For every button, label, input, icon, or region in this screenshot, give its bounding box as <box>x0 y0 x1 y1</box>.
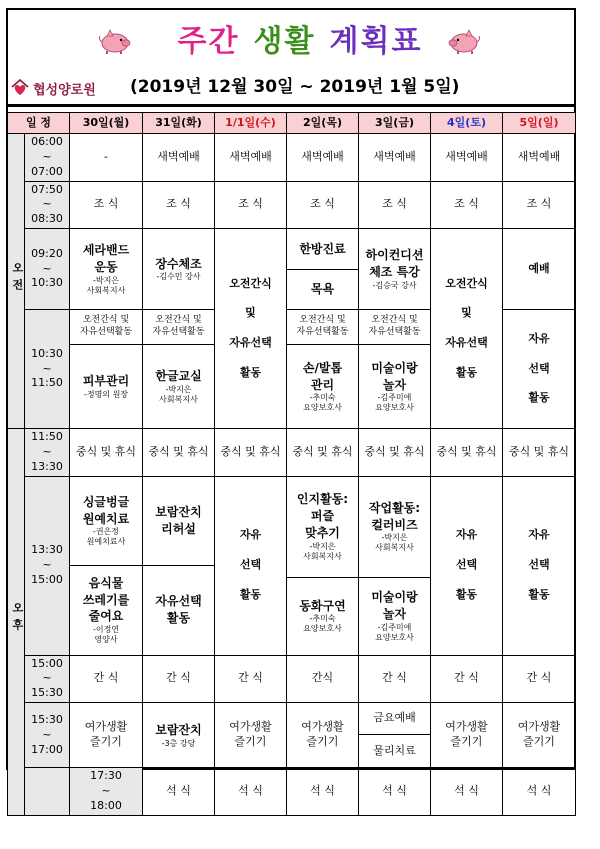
cell: 조 식 <box>287 181 359 229</box>
time-cell: 09:20 ~ 10:30 <box>25 229 70 310</box>
cell: 세라밴드 운동 -박지은 사회복지사 <box>70 229 143 310</box>
day-header-fri: 3일(금) <box>359 113 431 134</box>
cell: 싱글벙글 원예치료 -권은정 원예치료사 음식물 쓰레기를 줄여요 -이정연 영양사 <box>70 476 143 655</box>
table-row <box>8 181 576 229</box>
day-header-mon: 30일(월) <box>70 113 143 134</box>
period-am: 오전 <box>8 134 25 429</box>
period-pm: 오후 <box>8 429 25 816</box>
cell: 보람잔치 -3층 강당 <box>143 703 215 768</box>
cell: 중식 및 휴식 <box>70 429 143 477</box>
table-row <box>8 429 576 477</box>
table-row <box>8 229 576 310</box>
day-header-thu: 2일(목) <box>287 113 359 134</box>
cell: 오전간식 및 자유선택 활동 <box>215 229 287 429</box>
cell: 여가생활 즐기기 <box>70 703 143 768</box>
table-row <box>8 476 576 655</box>
cell: 장수체조 -김수민 강사 <box>143 229 215 310</box>
heart-house-icon <box>10 79 30 97</box>
cell: 중식 및 휴식 <box>287 429 359 477</box>
day-header-tue: 31일(화) <box>143 113 215 134</box>
cell: 중식 및 휴식 <box>431 429 503 477</box>
cell: 새벽예배 <box>359 134 431 182</box>
cell: 인지활동: 퍼즐 맞추기 -박지은 사회복지사 동화구연 -추미숙 요양보호사 <box>287 476 359 655</box>
cell: 여가생활 즐기기 <box>215 703 287 768</box>
cell: 새벽예배 <box>143 134 215 182</box>
cell: 오전간식 및 자유선택활동 손/발톱 관리 -추미숙 요양보호사 <box>287 310 359 429</box>
cell: 보람잔치 리허설 자유선택 활동 <box>143 476 215 655</box>
cell: 새벽예배 <box>215 134 287 182</box>
time-cell: 06:00 ~ 07:00 <box>25 134 70 182</box>
time-cell: 15:00 ~ 15:30 <box>25 655 70 703</box>
cell: 한방진료 목욕 <box>287 229 359 310</box>
cell: 석 식 <box>287 768 359 816</box>
schedule-header: 일 정 <box>8 113 70 134</box>
cell: 간 식 <box>503 655 576 703</box>
cell: 작업활동: 컬러비즈 -박지은 사회복지사 미술이랑 놀자 -김주미애 요양보호사 <box>359 476 431 655</box>
cell: 하이컨디션 체조 특강 -김승국 강사 <box>359 229 431 310</box>
cell: 조 식 <box>143 181 215 229</box>
title-word-1: 주간 <box>177 24 240 59</box>
cell: 자유 선택 활동 <box>503 476 576 655</box>
cell: 예배 <box>503 229 576 310</box>
cell: 오전간식 및 자유선택활동 한글교실 -박지은 사회복지사 <box>143 310 215 429</box>
cell: 자유 선택 활동 <box>215 476 287 655</box>
time-cell: 17:30 ~ 18:00 <box>70 768 143 816</box>
cell: 간식 <box>287 655 359 703</box>
table-row <box>8 134 576 182</box>
time-cell: 15:30 ~ 17:00 <box>25 703 70 768</box>
cell: 조 식 <box>431 181 503 229</box>
facility-logo <box>10 78 96 98</box>
time-cell: 10:30 ~ 11:50 <box>25 310 70 429</box>
cell: 여가생활 즐기기 <box>503 703 576 768</box>
day-header-sat: 4일(토) <box>431 113 503 134</box>
day-header-wed: 1/1일(수) <box>215 113 287 134</box>
cell: 새벽예배 <box>503 134 576 182</box>
cell: 조 식 <box>215 181 287 229</box>
schedule-period: (2019년 12월 30일 ~ 2019년 1월 5일) <box>130 77 460 97</box>
cell: 석 식 <box>359 768 431 816</box>
cell: 금요예배 물리치료 <box>359 703 431 768</box>
cell: 간 식 <box>359 655 431 703</box>
cell: 석 식 <box>431 768 503 816</box>
time-cell: 13:30 ~ 15:00 <box>25 476 70 655</box>
cell: 간 식 <box>215 655 287 703</box>
cell: 오전간식 및 자유선택활동 피부관리 -정명의 원장 <box>70 310 143 429</box>
divider <box>8 104 574 107</box>
day-header-sun: 5일(일) <box>503 113 576 134</box>
cell: 석 식 <box>503 768 576 816</box>
table-row <box>8 655 576 703</box>
cell: 조 식 <box>70 181 143 229</box>
page-title <box>0 16 600 60</box>
cell: 석 식 <box>215 768 287 816</box>
cell: 새벽예배 <box>287 134 359 182</box>
cell: 석 식 <box>143 768 215 816</box>
cell: 오전간식 및 자유선택활동 미술이랑 놀자 -김주미애 요양보호사 <box>359 310 431 429</box>
cell: 중식 및 휴식 <box>359 429 431 477</box>
cell: 중식 및 휴식 <box>143 429 215 477</box>
cell: 조 식 <box>503 181 576 229</box>
cell: 여가생활 즐기기 <box>287 703 359 768</box>
cell: 자유 선택 활동 <box>431 476 503 655</box>
cell: 중식 및 휴식 <box>503 429 576 477</box>
title-word-2: 생활 <box>253 24 316 59</box>
cell: 간 식 <box>70 655 143 703</box>
time-cell: 11:50 ~ 13:30 <box>25 429 70 477</box>
cell: 조 식 <box>359 181 431 229</box>
cell: 여가생활 즐기기 <box>431 703 503 768</box>
cell: - <box>70 134 143 182</box>
facility-name: 협성양로원 <box>33 82 96 98</box>
cell: 간 식 <box>431 655 503 703</box>
cell: 중식 및 휴식 <box>215 429 287 477</box>
cell: 오전간식 및 자유선택 활동 <box>431 229 503 429</box>
cell: 자유 선택 활동 <box>503 310 576 429</box>
table-row <box>8 768 576 816</box>
period-blank <box>25 768 70 816</box>
table-row <box>8 703 576 768</box>
header-row <box>8 113 576 134</box>
cell: 새벽예배 <box>431 134 503 182</box>
weekly-schedule-table <box>7 112 576 816</box>
time-cell: 07:50 ~ 08:30 <box>25 181 70 229</box>
cell: 간 식 <box>143 655 215 703</box>
title-word-3: 계획표 <box>329 24 423 59</box>
